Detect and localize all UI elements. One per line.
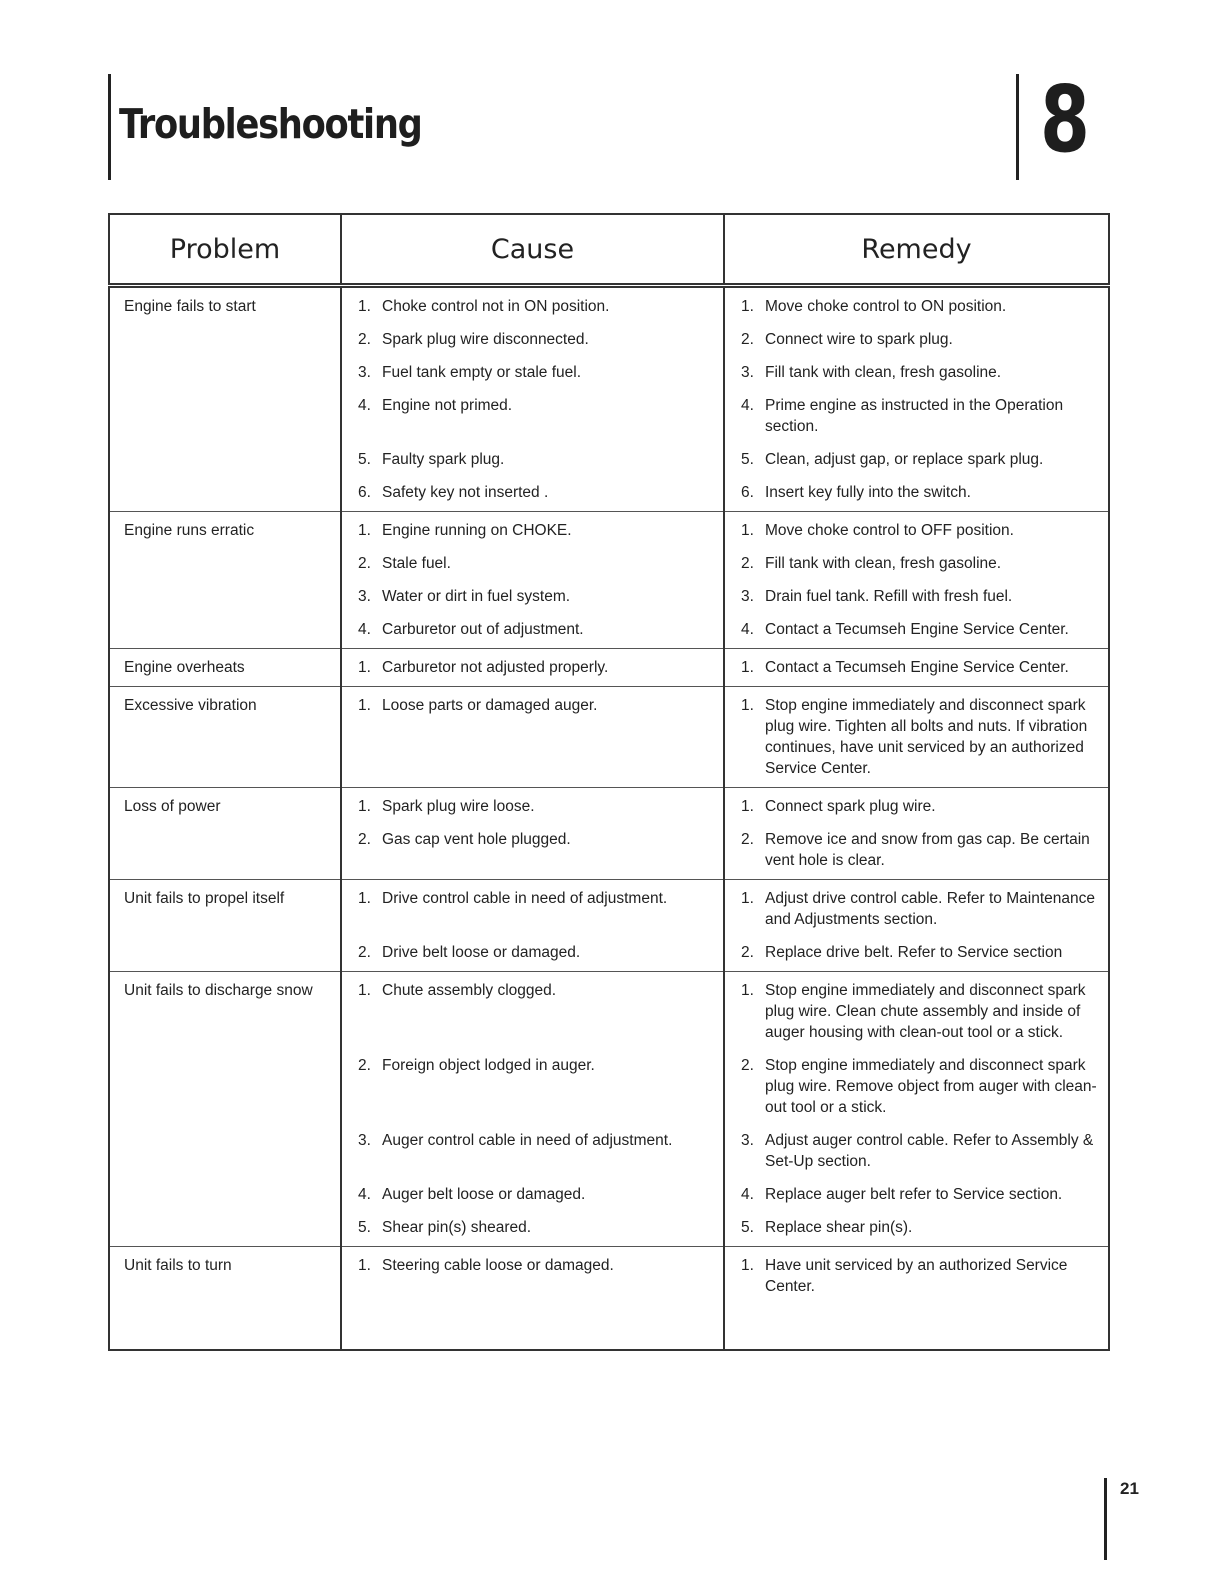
- cause-item-number: 1.: [358, 522, 371, 539]
- remedy-item-text: Contact a Tecumseh Engine Service Center.: [765, 659, 1069, 676]
- remedy-item-number: 3.: [741, 1132, 754, 1149]
- remedy-item: [741, 888, 1098, 930]
- cause-item-number: 5.: [358, 451, 371, 468]
- table-row: [109, 649, 1109, 687]
- cause-item-number: 1.: [358, 798, 371, 815]
- remedy-item-text: Remove ice and snow from gas cap. Be certain vent hole is clear.: [765, 831, 1090, 869]
- cause-item-number: 2.: [358, 331, 371, 348]
- page-number-rule: [1104, 1478, 1107, 1560]
- cause-item-text: Auger control cable in need of adjustment.: [382, 1132, 673, 1149]
- cause-item: [358, 520, 713, 541]
- remedy-cell: [724, 687, 1109, 788]
- cause-item-text: Choke control not in ON position.: [382, 298, 610, 315]
- cause-item-number: 1.: [358, 659, 371, 676]
- remedy-item: [741, 586, 1098, 607]
- cause-item-text: Carburetor not adjusted properly.: [382, 659, 609, 676]
- remedy-item: [741, 1130, 1098, 1172]
- cause-item: [358, 796, 713, 817]
- remedy-item-text: Move choke control to OFF position.: [765, 522, 1014, 539]
- chapter-rule: [1016, 74, 1019, 180]
- cause-item-text: Chute assembly clogged.: [382, 982, 557, 999]
- cause-item: [358, 1255, 713, 1297]
- remedy-item: [741, 657, 1098, 678]
- remedy-item: [741, 829, 1098, 871]
- problem-cell: Excessive vibration: [109, 687, 341, 788]
- cause-item: [358, 1217, 713, 1238]
- cause-item-number: 5.: [358, 1219, 371, 1236]
- remedy-item: [741, 362, 1098, 383]
- cause-item: [358, 619, 713, 640]
- remedy-cell: [724, 788, 1109, 880]
- cause-item-text: Foreign object lodged in auger.: [382, 1057, 595, 1074]
- remedy-item-number: 1.: [741, 982, 754, 999]
- table-row: [109, 972, 1109, 1247]
- cause-item-text: Spark plug wire loose.: [382, 798, 535, 815]
- remedy-item-number: 2.: [741, 1057, 754, 1074]
- remedy-item-text: Clean, adjust gap, or replace spark plug.: [765, 451, 1044, 468]
- table-row: [109, 1247, 1109, 1351]
- remedy-item-text: Stop engine immediately and disconnect spark plug wire. Remove object from auger with clean-out tool or a stick.: [765, 1057, 1097, 1116]
- remedy-item-number: 4.: [741, 621, 754, 638]
- cause-item-text: Spark plug wire disconnected.: [382, 331, 589, 348]
- table-row: [109, 512, 1109, 649]
- cause-item: [358, 449, 713, 470]
- remedy-item-number: 1.: [741, 298, 754, 315]
- remedy-item: [741, 296, 1098, 317]
- remedy-cell: [724, 1247, 1109, 1351]
- cause-cell: [341, 788, 724, 880]
- remedy-item: [741, 1055, 1098, 1118]
- remedy-item-text: Connect wire to spark plug.: [765, 331, 953, 348]
- chapter-number: 8: [1040, 66, 1090, 173]
- remedy-item: [741, 329, 1098, 350]
- cause-cell: [341, 649, 724, 687]
- remedy-item-number: 5.: [741, 451, 754, 468]
- remedy-item-text: Move choke control to ON position.: [765, 298, 1007, 315]
- cause-item-text: Steering cable loose or damaged.: [382, 1257, 614, 1274]
- cause-item-text: Stale fuel.: [382, 555, 451, 572]
- remedy-cell: [724, 880, 1109, 972]
- cause-item: [358, 296, 713, 317]
- cause-item: [358, 586, 713, 607]
- remedy-item: [741, 449, 1098, 470]
- cause-item-number: 3.: [358, 588, 371, 605]
- remedy-item: [741, 695, 1098, 779]
- remedy-item-number: 1.: [741, 798, 754, 815]
- cause-item-number: 1.: [358, 298, 371, 315]
- cause-item: [358, 553, 713, 574]
- remedy-item-text: Have unit serviced by an authorized Service Center.: [765, 1257, 1068, 1295]
- remedy-item-text: Adjust auger control cable. Refer to Assembly & Set-Up section.: [765, 1132, 1094, 1170]
- table-row: [109, 788, 1109, 880]
- cause-item: [358, 329, 713, 350]
- remedy-item-text: Adjust drive control cable. Refer to Maintenance and Adjustments section.: [765, 890, 1095, 928]
- cause-item-text: Engine not primed.: [382, 397, 513, 414]
- remedy-cell: [724, 286, 1109, 512]
- cause-item-text: Drive control cable in need of adjustment.: [382, 890, 668, 907]
- cause-item-text: Auger belt loose or damaged.: [382, 1186, 586, 1203]
- cause-item-number: 1.: [358, 982, 371, 999]
- remedy-item-number: 4.: [741, 397, 754, 414]
- cause-cell: [341, 1247, 724, 1351]
- remedy-item: [741, 1184, 1098, 1205]
- cause-item-text: Drive belt loose or damaged.: [382, 944, 581, 961]
- remedy-cell: [724, 512, 1109, 649]
- remedy-item-text: Contact a Tecumseh Engine Service Center.: [765, 621, 1069, 638]
- cause-item-number: 6.: [358, 484, 371, 501]
- cause-item-number: 4.: [358, 397, 371, 414]
- cause-item-number: 4.: [358, 1186, 371, 1203]
- remedy-item-number: 5.: [741, 1219, 754, 1236]
- remedy-item-number: 2.: [741, 831, 754, 848]
- cause-item-text: Gas cap vent hole plugged.: [382, 831, 571, 848]
- cause-item-number: 2.: [358, 831, 371, 848]
- remedy-item: [741, 796, 1098, 817]
- remedy-item-text: Prime engine as instructed in the Operation section.: [765, 397, 1064, 435]
- remedy-item-text: Replace auger belt refer to Service section.: [765, 1186, 1063, 1203]
- title-rule: [108, 74, 111, 180]
- cause-item: [358, 942, 713, 963]
- remedy-item-number: 3.: [741, 364, 754, 381]
- remedy-item: [741, 1217, 1098, 1238]
- cause-item: [358, 1130, 713, 1172]
- cause-item-text: Fuel tank empty or stale fuel.: [382, 364, 582, 381]
- cause-item-text: Loose parts or damaged auger.: [382, 697, 598, 714]
- header-cause: Cause: [341, 214, 724, 286]
- troubleshooting-table: [108, 213, 1110, 1351]
- cause-item-number: 1.: [358, 890, 371, 907]
- page-number: 21: [1120, 1479, 1139, 1498]
- table-row: [109, 880, 1109, 972]
- remedy-item-text: Replace drive belt. Refer to Service section: [765, 944, 1063, 961]
- cause-item-text: Carburetor out of adjustment.: [382, 621, 584, 638]
- remedy-item: [741, 553, 1098, 574]
- problem-cell: Loss of power: [109, 788, 341, 880]
- cause-item: [358, 695, 713, 779]
- cause-item: [358, 888, 713, 930]
- cause-cell: [341, 880, 724, 972]
- remedy-item-text: Insert key fully into the switch.: [765, 484, 971, 501]
- remedy-item-number: 6.: [741, 484, 754, 501]
- problem-cell: Unit fails to turn: [109, 1247, 341, 1351]
- table-header-row: [109, 214, 1109, 286]
- remedy-item: [741, 980, 1098, 1043]
- remedy-item-number: 1.: [741, 890, 754, 907]
- problem-cell: Engine runs erratic: [109, 512, 341, 649]
- remedy-item-number: 1.: [741, 522, 754, 539]
- remedy-item-text: Fill tank with clean, fresh gasoline.: [765, 555, 1002, 572]
- cause-cell: [341, 286, 724, 512]
- problem-cell: Engine overheats: [109, 649, 341, 687]
- remedy-item: [741, 1255, 1098, 1297]
- remedy-cell: [724, 649, 1109, 687]
- remedy-item: [741, 619, 1098, 640]
- cause-item-number: 4.: [358, 621, 371, 638]
- remedy-cell: [724, 972, 1109, 1247]
- cause-item-text: Engine running on CHOKE.: [382, 522, 572, 539]
- table-body: [109, 286, 1109, 1351]
- header-problem: Problem: [109, 214, 341, 286]
- remedy-item-number: 4.: [741, 1186, 754, 1203]
- remedy-item-text: Replace shear pin(s).: [765, 1219, 913, 1236]
- cause-item-number: 2.: [358, 944, 371, 961]
- cause-item: [358, 362, 713, 383]
- cause-item-number: 3.: [358, 1132, 371, 1149]
- remedy-item: [741, 520, 1098, 541]
- table-row: [109, 286, 1109, 512]
- cause-cell: [341, 512, 724, 649]
- remedy-item-text: Drain fuel tank. Refill with fresh fuel.: [765, 588, 1013, 605]
- problem-cell: Unit fails to propel itself: [109, 880, 341, 972]
- cause-item: [358, 1184, 713, 1205]
- cause-item-number: 1.: [358, 1257, 371, 1274]
- table-row: [109, 687, 1109, 788]
- remedy-item-number: 2.: [741, 944, 754, 961]
- cause-item-text: Safety key not inserted .: [382, 484, 549, 501]
- remedy-item-text: Stop engine immediately and disconnect spark plug wire. Clean chute assembly and inside of auger housing with clean-out tool or a stick.: [765, 982, 1086, 1041]
- remedy-item: [741, 395, 1098, 437]
- cause-item: [358, 657, 713, 678]
- cause-item-text: Water or dirt in fuel system.: [382, 588, 571, 605]
- remedy-item: [741, 482, 1098, 503]
- cause-item-number: 2.: [358, 1057, 371, 1074]
- header-remedy: Remedy: [724, 214, 1109, 286]
- cause-cell: [341, 687, 724, 788]
- cause-item-number: 2.: [358, 555, 371, 572]
- remedy-item-text: Stop engine immediately and disconnect spark plug wire. Tighten all bolts and nuts. If vibration continues, have unit serviced by an authorized Service Center.: [765, 697, 1088, 777]
- remedy-item-number: 1.: [741, 659, 754, 676]
- remedy-item-number: 1.: [741, 1257, 754, 1274]
- cause-item: [358, 395, 713, 437]
- problem-cell: Engine fails to start: [109, 286, 341, 512]
- remedy-item-number: 1.: [741, 697, 754, 714]
- cause-item-number: 1.: [358, 697, 371, 714]
- problem-cell: Unit fails to discharge snow: [109, 972, 341, 1247]
- page-title: Troubleshooting: [119, 100, 422, 148]
- cause-item: [358, 482, 713, 503]
- remedy-item-number: 2.: [741, 331, 754, 348]
- remedy-item-text: Connect spark plug wire.: [765, 798, 936, 815]
- cause-item-text: Shear pin(s) sheared.: [382, 1219, 532, 1236]
- remedy-item-number: 3.: [741, 588, 754, 605]
- remedy-item-number: 2.: [741, 555, 754, 572]
- remedy-item-text: Fill tank with clean, fresh gasoline.: [765, 364, 1002, 381]
- cause-item: [358, 980, 713, 1043]
- cause-cell: [341, 972, 724, 1247]
- remedy-item: [741, 942, 1098, 963]
- cause-item: [358, 1055, 713, 1118]
- cause-item-number: 3.: [358, 364, 371, 381]
- cause-item: [358, 829, 713, 871]
- cause-item-text: Faulty spark plug.: [382, 451, 505, 468]
